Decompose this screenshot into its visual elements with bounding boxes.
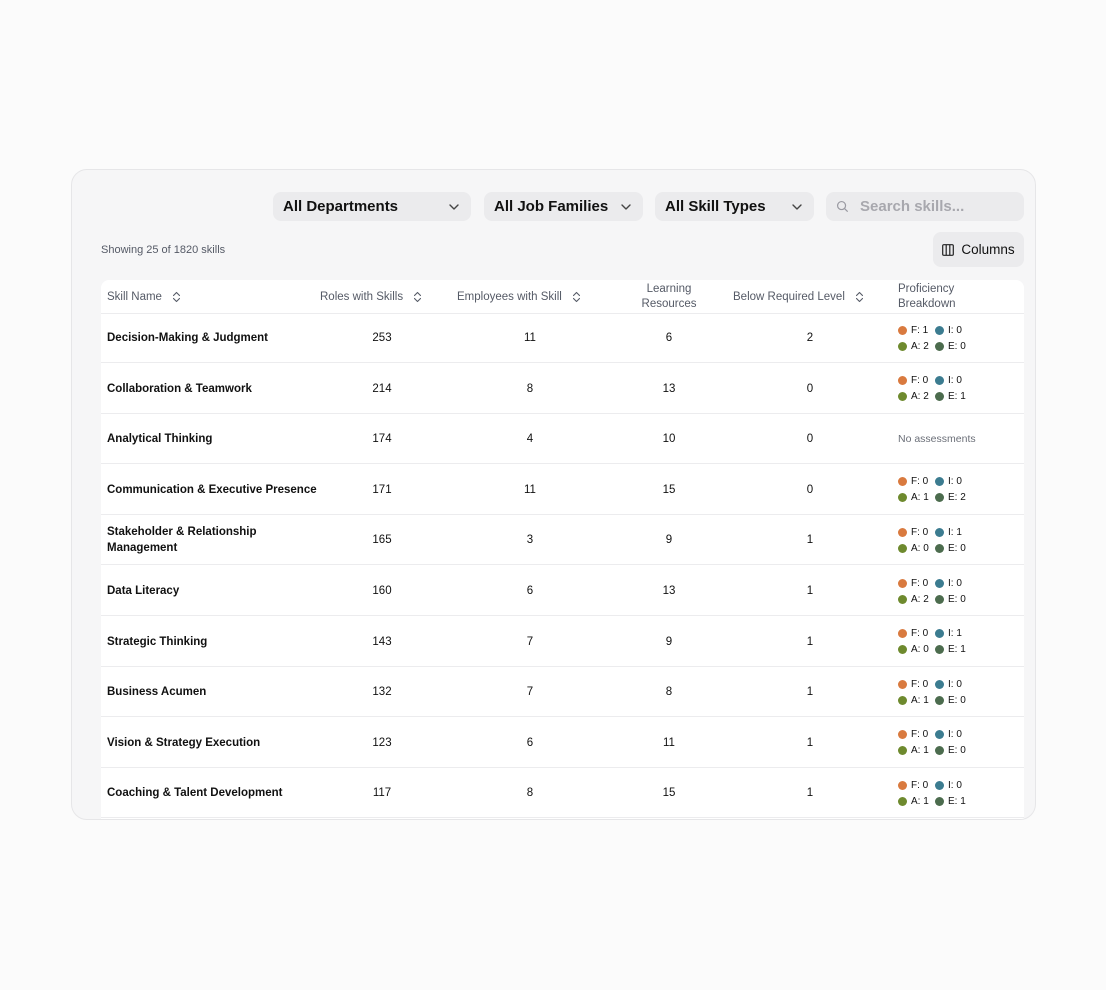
proficiency-dot-expert: [935, 342, 944, 351]
proficiency-intermediate: [935, 628, 972, 639]
proficiency-dot-foundational: [898, 730, 907, 739]
search-icon: [836, 200, 849, 213]
proficiency-expert: [935, 594, 972, 605]
proficiency-dot-advanced: [898, 595, 907, 604]
department-dropdown-label: All Departments: [283, 198, 399, 215]
table-row[interactable]: [101, 414, 1024, 464]
proficiency-foundational: [898, 527, 935, 538]
skill-name-cell: Decision-Making & Judgment: [107, 332, 269, 344]
proficiency-line: [898, 694, 972, 706]
proficiency-count-advanced: A: 2: [911, 593, 929, 605]
table-row[interactable]: [101, 768, 1024, 818]
header-skill-name[interactable]: [107, 280, 307, 313]
skill-type-dropdown-label: All Skill Types: [665, 198, 766, 215]
proficiency-dot-advanced: [898, 696, 907, 705]
proficiency-cell: [898, 515, 1018, 565]
proficiency-cell: [898, 667, 1018, 717]
columns-button[interactable]: [933, 232, 1024, 267]
proficiency-cell: [898, 566, 1018, 616]
below-level-cell: 2: [806, 332, 814, 344]
header-employees[interactable]: [457, 280, 597, 313]
proficiency-line: [898, 729, 972, 741]
skill-name-cell: Analytical Thinking: [107, 433, 213, 446]
proficiency-line: [898, 391, 972, 403]
proficiency-count-foundational: F: 0: [911, 729, 929, 741]
proficiency-intermediate: [935, 679, 972, 690]
skill-name-cell: Collaboration & Teamwork: [107, 382, 252, 395]
proficiency-line: [898, 476, 972, 488]
proficiency-cell: [898, 465, 1018, 515]
proficiency-advanced: [898, 745, 935, 756]
employees-cell: 3: [526, 534, 534, 547]
chevron-down-icon: [619, 200, 633, 214]
proficiency-foundational: [898, 325, 935, 336]
table-row[interactable]: [101, 313, 1024, 363]
sort-icon[interactable]: [172, 291, 181, 303]
columns-icon: [942, 244, 954, 256]
proficiency-foundational: [898, 578, 935, 589]
proficiency-count-expert: E: 0: [948, 542, 966, 554]
proficiency-count-foundational: F: 0: [911, 779, 929, 791]
proficiency-line: [898, 628, 972, 640]
proficiency-dot-foundational: [898, 376, 907, 385]
employees-cell: 8: [526, 382, 534, 395]
employees-cell: 6: [526, 736, 534, 749]
table-header: [101, 280, 1024, 314]
proficiency-count-advanced: A: 1: [911, 745, 929, 757]
proficiency-dot-intermediate: [935, 579, 944, 588]
proficiency-expert: [935, 695, 972, 706]
proficiency-dot-intermediate: [935, 730, 944, 739]
employees-cell: 7: [526, 635, 534, 648]
learning-cell: 15: [662, 787, 676, 800]
proficiency-foundational: [898, 729, 935, 740]
proficiency-count-foundational: F: 0: [911, 628, 929, 640]
proficiency-advanced: [898, 695, 935, 706]
proficiency-cell: [898, 414, 1018, 464]
proficiency-count-intermediate: I: 0: [948, 324, 962, 336]
proficiency-advanced: [898, 492, 935, 503]
roles-cell: 253: [372, 332, 392, 344]
search-input[interactable]: [858, 197, 1012, 216]
proficiency-dot-expert: [935, 544, 944, 553]
roles-cell: 117: [372, 787, 392, 800]
proficiency-count-expert: E: 1: [948, 391, 966, 403]
proficiency-line: [898, 745, 972, 757]
proficiency-dot-expert: [935, 746, 944, 755]
proficiency-count-advanced: A: 2: [911, 391, 929, 403]
proficiency-dot-intermediate: [935, 629, 944, 638]
proficiency-intermediate: [935, 578, 972, 589]
roles-cell: 174: [372, 433, 392, 446]
proficiency-dot-expert: [935, 493, 944, 502]
proficiency-count-foundational: F: 0: [911, 375, 929, 387]
learning-cell: 9: [665, 534, 673, 547]
header-learning: [629, 280, 709, 313]
proficiency-count-expert: E: 2: [948, 492, 966, 504]
proficiency-advanced: [898, 644, 935, 655]
header-roles[interactable]: [320, 280, 440, 313]
proficiency-count-advanced: A: 0: [911, 644, 929, 656]
proficiency-foundational: [898, 628, 935, 639]
below-level-cell: 1: [806, 585, 814, 597]
employees-cell: 6: [526, 585, 534, 597]
below-level-cell: 1: [806, 534, 814, 547]
proficiency-intermediate: [935, 476, 972, 487]
proficiency-line: [898, 795, 972, 807]
sort-icon[interactable]: [855, 291, 864, 303]
department-dropdown[interactable]: [273, 192, 471, 221]
learning-cell: 15: [662, 483, 676, 496]
header-roles-label: Roles with Skills: [320, 290, 404, 303]
learning-cell: 9: [665, 635, 673, 648]
sort-icon[interactable]: [572, 291, 581, 303]
proficiency-count-intermediate: I: 0: [948, 729, 962, 741]
roles-cell: 143: [372, 635, 392, 648]
proficiency-dot-advanced: [898, 342, 907, 351]
proficiency-intermediate: [935, 375, 972, 386]
proficiency-dot-intermediate: [935, 326, 944, 335]
proficiency-dot-advanced: [898, 544, 907, 553]
proficiency-count-expert: E: 1: [948, 795, 966, 807]
chevron-down-icon: [790, 200, 804, 214]
filter-bar: [72, 192, 1035, 222]
proficiency-line: [898, 324, 972, 336]
skill-name-cell: Stakeholder & Relationship Management: [107, 526, 257, 555]
skill-name-cell: Business Acumen: [107, 686, 207, 699]
employees-cell: 11: [524, 483, 536, 496]
below-level-cell: 1: [806, 736, 814, 749]
proficiency-dot-advanced: [898, 797, 907, 806]
learning-cell: 6: [665, 332, 673, 344]
learning-cell: 13: [662, 585, 676, 597]
header-proficiency-label: Proficiency Breakdown: [898, 282, 956, 310]
header-below-label: Below Required Level: [733, 290, 845, 303]
proficiency-count-advanced: A: 2: [911, 340, 929, 352]
proficiency-count-intermediate: I: 1: [948, 526, 962, 538]
skill-type-dropdown[interactable]: [655, 192, 814, 221]
proficiency-count-foundational: F: 1: [911, 324, 929, 336]
proficiency-count-intermediate: I: 0: [948, 476, 962, 488]
below-level-cell: 0: [806, 382, 814, 395]
proficiency-count-expert: E: 0: [948, 694, 966, 706]
proficiency-line: [898, 542, 972, 554]
proficiency-line: [898, 593, 972, 605]
proficiency-foundational: [898, 679, 935, 690]
table-row[interactable]: [101, 515, 1024, 565]
proficiency-count-expert: E: 0: [948, 593, 966, 605]
proficiency-advanced: [898, 543, 935, 554]
header-learning-label: Learning Resources: [641, 282, 697, 310]
skill-name-cell: Communication & Executive Presence: [107, 483, 317, 496]
learning-cell: 8: [665, 686, 673, 699]
proficiency-intermediate: [935, 325, 972, 336]
proficiency-line: [898, 644, 972, 656]
proficiency-dot-advanced: [898, 392, 907, 401]
skill-name-cell: Strategic Thinking: [107, 635, 208, 648]
proficiency-count-foundational: F: 0: [911, 476, 929, 488]
table-row[interactable]: [101, 667, 1024, 717]
proficiency-intermediate: [935, 527, 972, 538]
proficiency-dot-expert: [935, 392, 944, 401]
proficiency-cell: [898, 364, 1018, 414]
proficiency-cell: [898, 617, 1018, 667]
proficiency-count-advanced: A: 0: [911, 542, 929, 554]
header-proficiency: [898, 280, 978, 313]
sort-icon[interactable]: [413, 291, 422, 303]
proficiency-cell: [898, 768, 1018, 818]
proficiency-cell: [898, 313, 1018, 363]
proficiency-expert: [935, 341, 972, 352]
below-level-cell: 0: [806, 483, 814, 496]
table-row[interactable]: [101, 364, 1024, 414]
proficiency-dot-expert: [935, 595, 944, 604]
proficiency-count-foundational: F: 0: [911, 526, 929, 538]
proficiency-foundational: [898, 780, 935, 791]
proficiency-dot-intermediate: [935, 680, 944, 689]
proficiency-line: [898, 577, 972, 589]
proficiency-dot-foundational: [898, 528, 907, 537]
employees-cell: 7: [526, 686, 534, 699]
proficiency-foundational: [898, 375, 935, 386]
below-level-cell: 1: [806, 787, 814, 800]
proficiency-dot-foundational: [898, 579, 907, 588]
proficiency-dot-expert: [935, 797, 944, 806]
roles-cell: 165: [372, 534, 392, 547]
proficiency-intermediate: [935, 780, 972, 791]
proficiency-line: [898, 492, 972, 504]
roles-cell: 171: [372, 483, 392, 496]
below-level-cell: 1: [806, 686, 814, 699]
chevron-down-icon: [447, 200, 461, 214]
proficiency-count-intermediate: I: 0: [948, 577, 962, 589]
proficiency-foundational: [898, 476, 935, 487]
proficiency-line: [898, 678, 972, 690]
proficiency-dot-foundational: [898, 781, 907, 790]
table-row[interactable]: [101, 465, 1024, 515]
proficiency-count-intermediate: I: 0: [948, 779, 962, 791]
proficiency-advanced: [898, 796, 935, 807]
proficiency-dot-foundational: [898, 629, 907, 638]
proficiency-count-intermediate: I: 0: [948, 375, 962, 387]
table-row[interactable]: [101, 617, 1024, 667]
employees-cell: 11: [524, 332, 536, 344]
proficiency-expert: [935, 796, 972, 807]
proficiency-count-intermediate: I: 0: [948, 678, 962, 690]
proficiency-dot-expert: [935, 645, 944, 654]
roles-cell: 123: [372, 736, 392, 749]
skill-name-cell: Data Literacy: [107, 585, 180, 597]
roles-cell: 160: [372, 585, 392, 597]
proficiency-cell: [898, 718, 1018, 768]
proficiency-count-foundational: F: 0: [911, 678, 929, 690]
proficiency-count-expert: E: 0: [948, 745, 966, 757]
proficiency-dot-advanced: [898, 645, 907, 654]
job-family-dropdown[interactable]: [484, 192, 643, 221]
search-box[interactable]: [826, 192, 1024, 221]
table-row[interactable]: [101, 718, 1024, 768]
skills-panel: [71, 169, 1036, 820]
proficiency-line: [898, 526, 972, 538]
proficiency-dot-intermediate: [935, 528, 944, 537]
proficiency-count-expert: E: 0: [948, 340, 966, 352]
proficiency-line: [898, 340, 972, 352]
proficiency-advanced: [898, 391, 935, 402]
proficiency-line: [898, 779, 972, 791]
proficiency-count-expert: E: 1: [948, 644, 966, 656]
header-employees-label: Employees with Skill: [457, 290, 562, 303]
skill-name-cell: Vision & Strategy Execution: [107, 736, 261, 749]
employees-cell: 4: [526, 433, 534, 446]
proficiency-dot-intermediate: [935, 477, 944, 486]
proficiency-count-foundational: F: 0: [911, 577, 929, 589]
roles-cell: 214: [372, 382, 392, 395]
showing-count: Showing 25 of 1820 skills: [101, 244, 226, 256]
proficiency-intermediate: [935, 729, 972, 740]
proficiency-expert: [935, 644, 972, 655]
proficiency-dot-foundational: [898, 477, 907, 486]
proficiency-expert: [935, 745, 972, 756]
skill-name-cell: Coaching & Talent Development: [107, 787, 283, 800]
proficiency-dot-foundational: [898, 326, 907, 335]
table-row[interactable]: [101, 566, 1024, 616]
no-assessments-text: No assessments: [898, 433, 976, 446]
learning-cell: 11: [663, 736, 675, 749]
proficiency-line: [898, 375, 972, 387]
proficiency-expert: [935, 543, 972, 554]
proficiency-advanced: [898, 594, 935, 605]
proficiency-dot-expert: [935, 696, 944, 705]
learning-cell: 10: [662, 433, 676, 446]
proficiency-count-advanced: A: 1: [911, 694, 929, 706]
job-family-dropdown-label: All Job Families: [494, 198, 609, 215]
skills-table: [101, 280, 1024, 820]
proficiency-count-advanced: A: 1: [911, 492, 929, 504]
columns-button-label: Columns: [961, 242, 1015, 257]
proficiency-dot-foundational: [898, 680, 907, 689]
proficiency-expert: [935, 492, 972, 503]
header-below[interactable]: [733, 280, 888, 313]
below-level-cell: 0: [806, 433, 814, 446]
proficiency-dot-intermediate: [935, 781, 944, 790]
roles-cell: 132: [372, 686, 392, 699]
proficiency-count-intermediate: I: 1: [948, 628, 962, 640]
learning-cell: 13: [662, 382, 676, 395]
proficiency-dot-intermediate: [935, 376, 944, 385]
employees-cell: 8: [526, 787, 534, 800]
proficiency-count-advanced: A: 1: [911, 795, 929, 807]
proficiency-dot-advanced: [898, 493, 907, 502]
header-skill-name-label: Skill Name: [107, 290, 162, 303]
proficiency-advanced: [898, 341, 935, 352]
proficiency-dot-advanced: [898, 746, 907, 755]
proficiency-expert: [935, 391, 972, 402]
below-level-cell: 1: [806, 635, 814, 648]
